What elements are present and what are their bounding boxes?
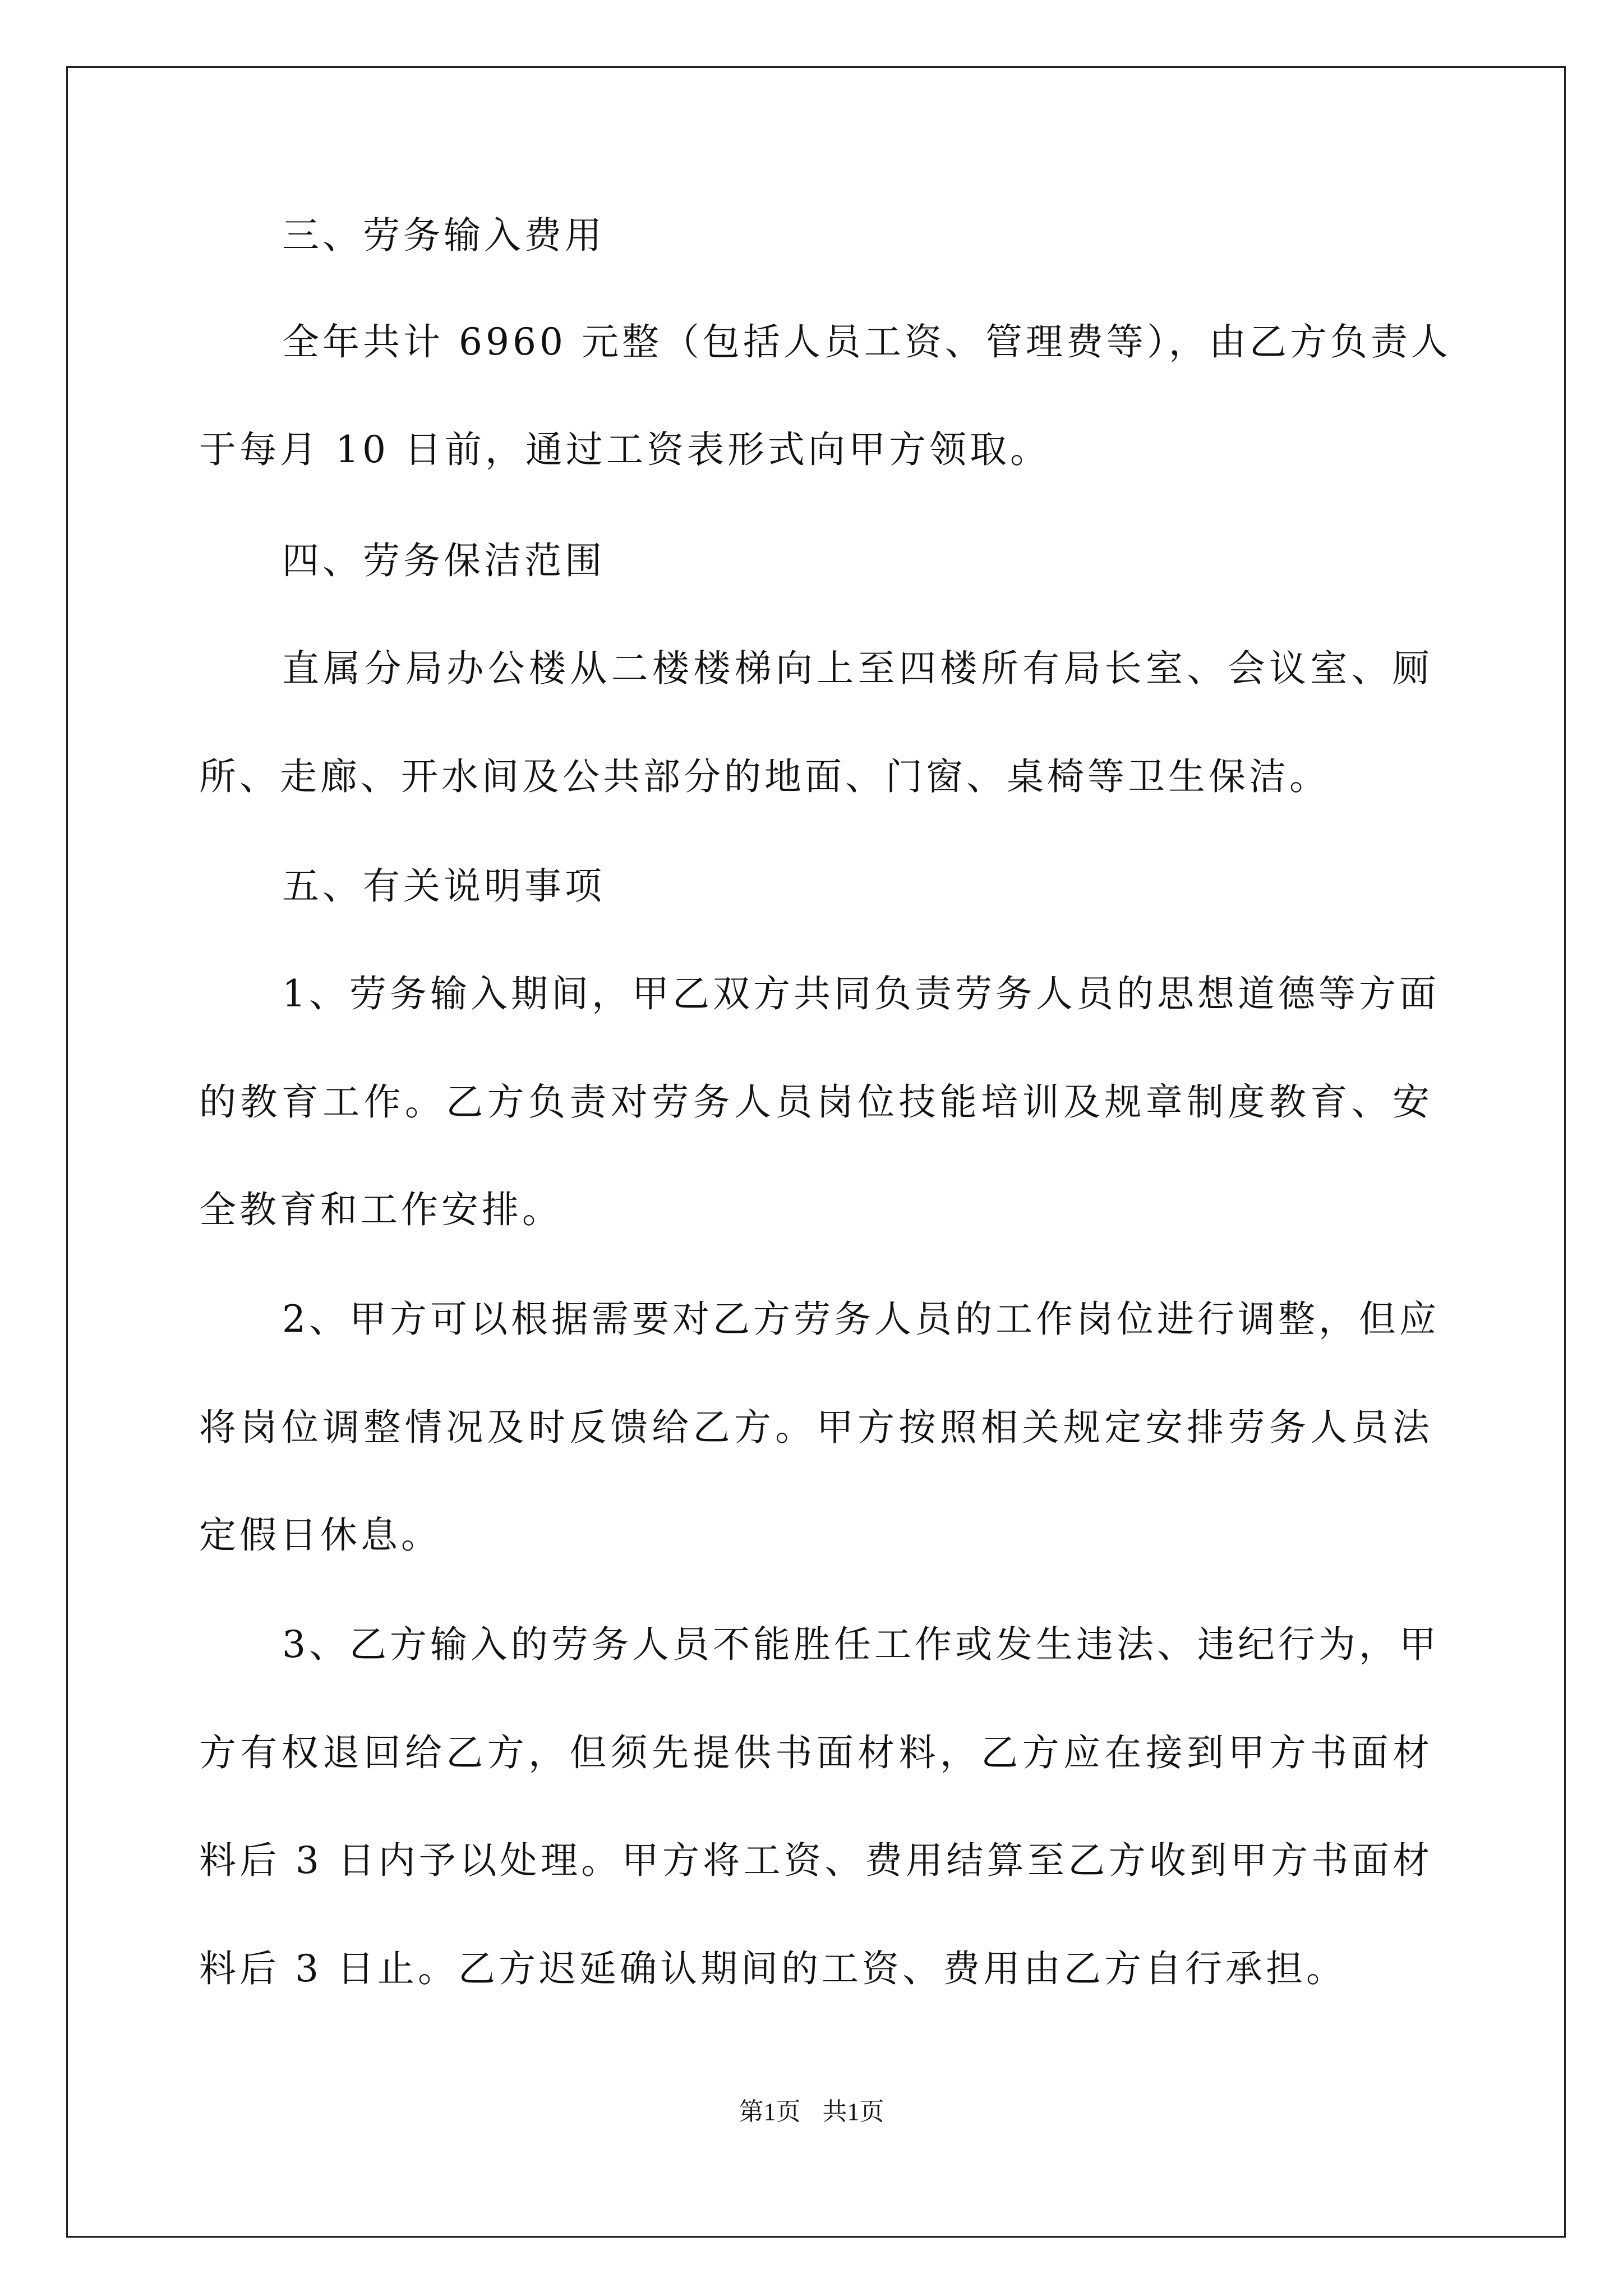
paragraph-line: 方有权退回给乙方，但须先提供书面材料，乙方应在接到甲方书面材: [199, 1731, 1433, 1774]
section-heading-notes: 五、有关说明事项: [282, 864, 605, 908]
page-footer: [0, 2095, 1623, 2129]
paragraph-line: 全教育和工作安排。: [199, 1188, 562, 1231]
paragraph-line: 的教育工作。乙方负责对劳务人员岗位技能培训及规章制度教育、安: [199, 1080, 1433, 1124]
section-heading-scope: 四、劳务保洁范围: [282, 539, 605, 582]
paragraph-line: 全年共计 6960 元整（包括人员工资、管理费等），由乙方负责人: [282, 320, 1451, 364]
paragraph-line: 直属分局办公楼从二楼楼梯向上至四楼所有局长室、会议室、厕: [282, 647, 1433, 690]
paragraph-line: 于每月 10 日前，通过工资表形式向甲方领取。: [199, 428, 1050, 471]
paragraph-line: 2、甲方可以根据需要对乙方劳务人员的工作岗位进行调整，但应: [282, 1297, 1440, 1341]
section-heading-fees: 三、劳务输入费用: [282, 214, 605, 257]
paragraph-line: 3、乙方输入的劳务人员不能胜任工作或发生违法、违纪行为，甲: [282, 1623, 1440, 1666]
paragraph-line: 1、劳务输入期间，甲乙双方共同负责劳务人员的思想道德等方面: [282, 972, 1440, 1015]
paragraph-line: 定假日休息。: [199, 1513, 441, 1557]
paragraph-line: 将岗位调整情况及时反馈给乙方。甲方按照相关规定安排劳务人员法: [199, 1406, 1433, 1449]
page-total: 共1页: [822, 2098, 884, 2125]
page-number: 第1页: [739, 2098, 801, 2125]
paragraph-line: 料后 3 日止。乙方迟延确认期间的工资、费用由乙方自行承担。: [199, 1947, 1347, 1990]
paragraph-line: 料后 3 日内予以处理。甲方将工资、费用结算至乙方收到甲方书面材: [199, 1839, 1433, 1882]
paragraph-line: 所、走廊、开水间及公共部分的地面、门窗、桌椅等卫生保洁。: [199, 755, 1330, 798]
page-border: [66, 66, 1566, 2238]
